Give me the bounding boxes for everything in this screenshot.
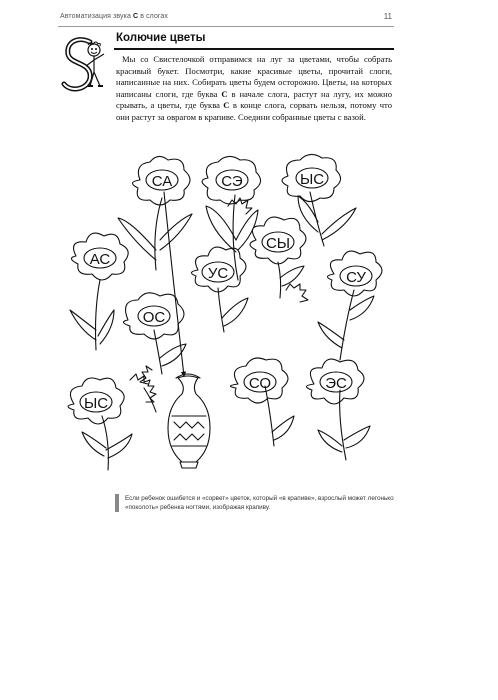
flowers-illustration <box>60 150 400 480</box>
flower-label: СО <box>248 375 272 392</box>
parent-note: Если ребенок ошибется и «сорвет» цветок, который «в крапиве», взрослый может легонько «поколоть» ребенка ногтями, изображая крапиву. <box>115 494 405 512</box>
flower-label: СЫ <box>265 235 291 252</box>
section-title: Колючие цветы <box>116 32 206 44</box>
flower-label: УС <box>207 265 229 282</box>
flower-label: СА <box>151 173 173 190</box>
flower-label: ЫС <box>299 171 325 188</box>
flower-label: СЭ <box>221 173 243 190</box>
flower-label: ЭС <box>325 375 347 392</box>
letter-s-mascot-illustration <box>60 32 112 102</box>
flower-label: ОС <box>142 309 166 326</box>
intro-paragraph: Мы со Свистелочкой отправимся на луг за цветами, чтобы собрать красивый букет. Посмотри, какие красивые цветы, прочитай слоги, написанные на них. Собирать цветы будем осторожно. Цветы, на которых написаны слоги, где буква С в начале слога, растут на лугу, их можно срывать, а цветы, где буква С в конце слога, сорвать нельзя, потому что они растут за оврагом в крапиве. Соедини собранные цветы с вазой. <box>116 54 392 122</box>
page-number: 11 <box>383 12 392 21</box>
flower-label: ЫС <box>83 395 109 412</box>
header-title: Автоматизация звука С в слогах <box>60 13 169 20</box>
flower-label: АС <box>89 251 111 268</box>
page-header <box>58 12 394 27</box>
flower-label: СУ <box>346 269 366 286</box>
section-title-rule <box>114 48 394 50</box>
